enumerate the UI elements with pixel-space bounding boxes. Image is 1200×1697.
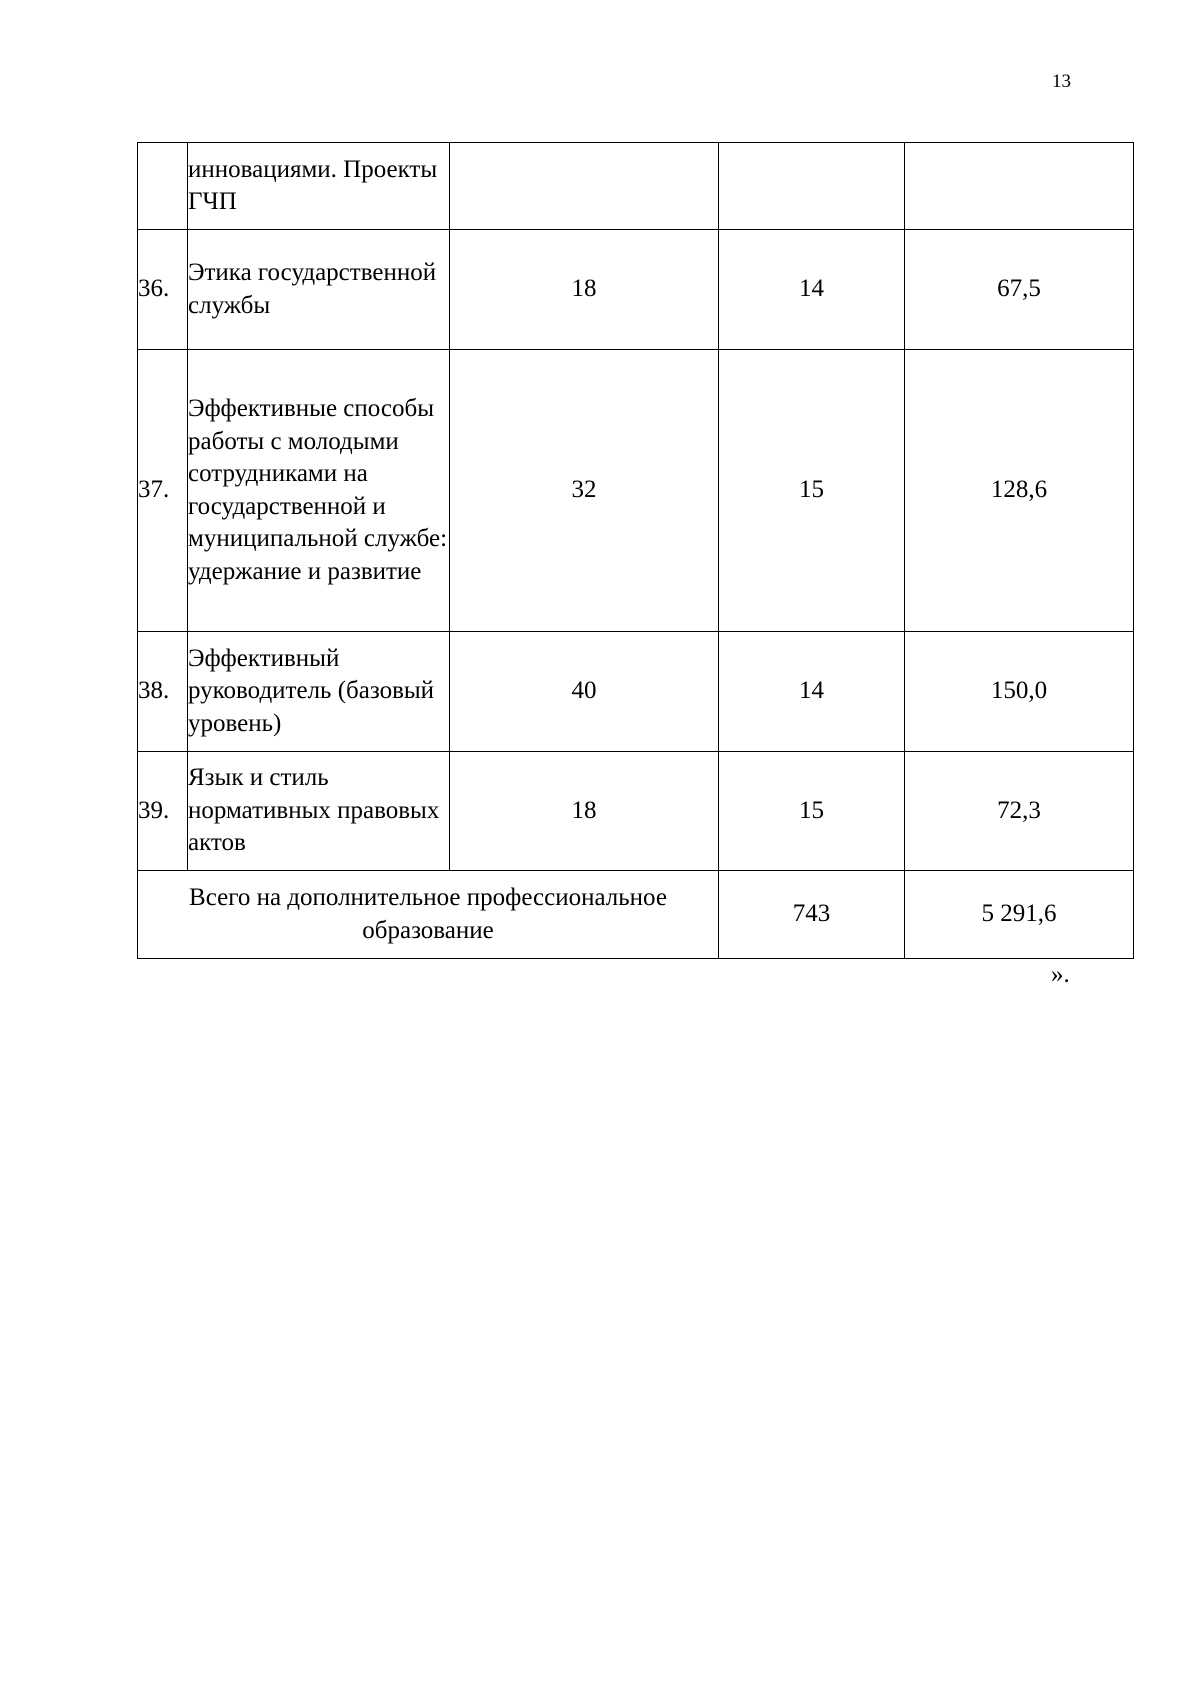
row-number: 39. — [138, 752, 188, 871]
total-value-cell: 743 — [719, 871, 905, 959]
program-name: Этика государственной службы — [188, 230, 450, 350]
value-cell: 32 — [450, 350, 719, 632]
closing-quote: ». — [1051, 961, 1070, 988]
table-row — [138, 143, 1134, 230]
table-row — [138, 632, 1134, 752]
value-cell: 40 — [450, 632, 719, 752]
value-cell: 18 — [450, 230, 719, 350]
value-cell: 72,3 — [905, 752, 1134, 871]
row-number — [138, 143, 188, 230]
row-number: 37. — [138, 350, 188, 632]
value-cell: 14 — [719, 230, 905, 350]
value-cell: 67,5 — [905, 230, 1134, 350]
program-table — [137, 142, 1134, 959]
value-cell: 18 — [450, 752, 719, 871]
program-name: инновациями. Проекты ГЧП — [188, 143, 450, 230]
value-cell — [450, 143, 719, 230]
total-row — [138, 871, 1134, 959]
value-cell: 15 — [719, 752, 905, 871]
value-cell — [719, 143, 905, 230]
total-value-cell: 5 291,6 — [905, 871, 1134, 959]
program-name: Язык и стиль нормативных правовых актов — [188, 752, 450, 871]
table-row — [138, 752, 1134, 871]
value-cell: 128,6 — [905, 350, 1134, 632]
row-number: 36. — [138, 230, 188, 350]
program-name: Эффективный руководитель (базовый уровень) — [188, 632, 450, 752]
value-cell: 14 — [719, 632, 905, 752]
program-name: Эффективные способы работы с молодыми сотрудниками на государственной и муниципальной службе: удержание и развитие — [188, 350, 450, 632]
value-cell — [905, 143, 1134, 230]
total-label: Всего на дополнительное профессиональное образование — [138, 871, 719, 959]
value-cell: 150,0 — [905, 632, 1134, 752]
value-cell: 15 — [719, 350, 905, 632]
table-row — [138, 350, 1134, 632]
page-number: 13 — [1052, 71, 1071, 92]
table-row — [138, 230, 1134, 350]
row-number: 38. — [138, 632, 188, 752]
